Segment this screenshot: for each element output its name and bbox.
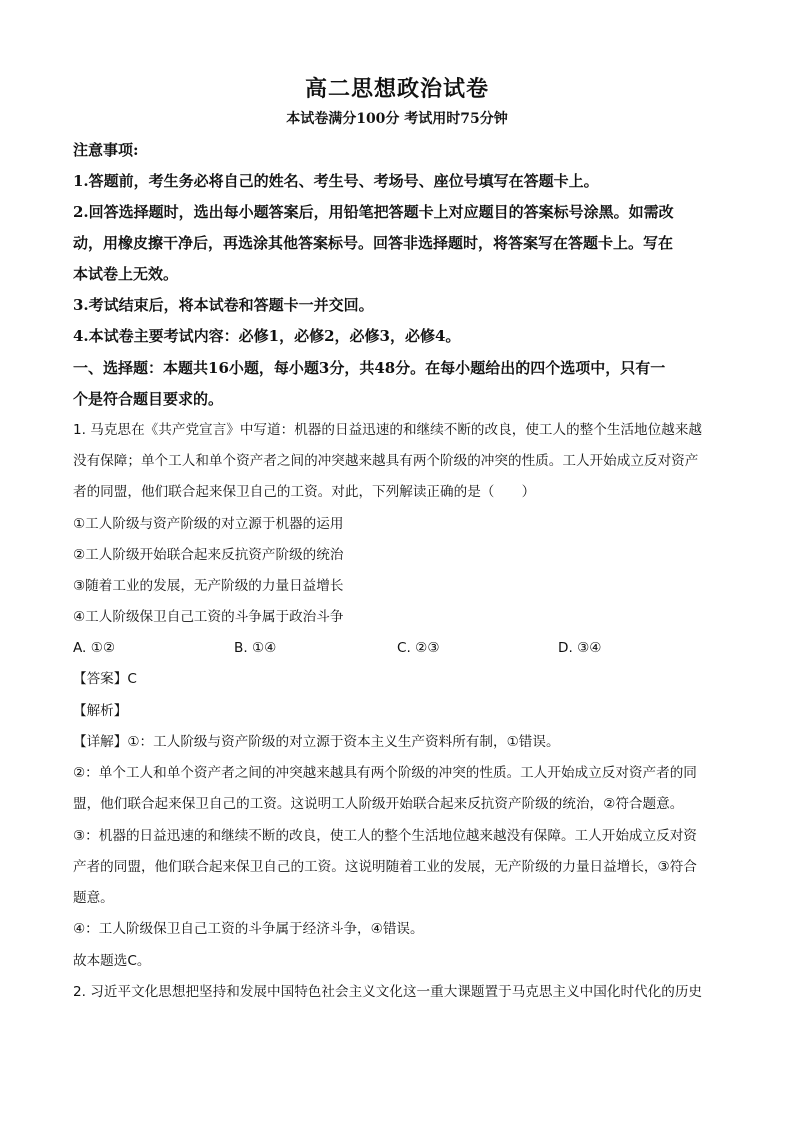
q1-option-d: D. ③④ (558, 640, 602, 656)
notes-line: 2.回答选择题时，选出每小题答案后，用铅笔把答题卡上对应题目的答案标号涂黑。如需改 (73, 203, 674, 221)
q1-detail-line: ②：单个工人和单个资产者之间的冲突越来越具有两个阶级的冲突的性质。工人开始成立反对资产者的同 (73, 765, 697, 781)
q1-stem-line: 者的同盟，他们联合起来保卫自己的工资。对此，下列解读正确的是（ ） (73, 484, 536, 500)
q1-detail-line: ④：工人阶级保卫自己工资的斗争属于经济斗争，④错误。 (73, 921, 424, 937)
q1-option-c: C. ②③ (397, 640, 440, 656)
q1-detail-line: 题意。 (73, 890, 114, 906)
q1-conclusion: 故本题选C。 (73, 953, 151, 969)
q1-detail-line: 产者的同盟，他们联合起来保卫自己的工资。这说明随着工业的发展，无产阶级的力量日益增长，③符合 (73, 859, 697, 875)
q1-detail-line: ③：机器的日益迅速的和继续不断的改良，使工人的整个生活地位越来越没有保障。工人开始成立反对资 (73, 828, 697, 844)
q1-detail-line: 【详解】①：工人阶级与资产阶级的对立源于资本主义生产资料所有制，①错误。 (73, 734, 560, 750)
q1-stem-line: 没有保障；单个工人和单个资产者之间的冲突越来越具有两个阶级的冲突的性质。工人开始成立反对资产 (73, 453, 699, 469)
q2-stem-line: 2. 习近平文化思想把坚持和发展中国特色社会主义文化这一重大课题置于马克思主义中国化时代化的历史 (73, 984, 703, 1000)
section-heading-line: 个是符合题目要求的。 (73, 390, 224, 408)
q1-analysis-label: 【解析】 (73, 703, 128, 719)
notes-line: 1.答题前，考生务必将自己的姓名、考生号、考场号、座位号填写在答题卡上。 (73, 172, 599, 190)
q1-statement: ④工人阶级保卫自己工资的斗争属于政治斗争 (73, 609, 344, 625)
q1-statement: ③随着工业的发展，无产阶级的力量日益增长 (73, 578, 344, 594)
section-heading-line: 一、选择题：本题共16小题，每小题3分，共48分。在每小题给出的四个选项中，只有一 (73, 359, 666, 377)
q1-detail-line: 盟，他们联合起来保卫自己的工资。这说明工人阶级开始联合起来反抗资产阶级的统治，②符合题意。 (73, 796, 684, 812)
q1-option-b: B. ①④ (234, 640, 277, 656)
notes-line: 本试卷上无效。 (73, 265, 179, 283)
exam-title: 高二思想政治试卷 (304, 76, 489, 102)
notes-line: 4.本试卷主要考试内容：必修1，必修2，必修3，必修4。 (73, 327, 461, 345)
q1-statement: ①工人阶级与资产阶级的对立源于机器的运用 (73, 516, 344, 532)
notes-line: 3.考试结束后，将本试卷和答题卡一并交回。 (73, 296, 374, 314)
q1-answer: 【答案】C (73, 671, 137, 687)
exam-subtitle: 本试卷满分100分 考试用时75分钟 (286, 111, 508, 127)
q1-stem-line: 1. 马克思在《共产党宣言》中写道：机器的日益迅速的和继续不断的改良，使工人的整个生活地位越来越 (73, 422, 703, 438)
q1-statement: ②工人阶级开始联合起来反抗资产阶级的统治 (73, 547, 344, 563)
notes-line: 动，用橡皮擦干净后，再选涂其他答案标号。回答非选择题时，将答案写在答题卡上。写在 (73, 234, 674, 252)
notes-heading: 注意事项: (73, 141, 139, 159)
q1-option-a: A. ①② (73, 640, 116, 656)
